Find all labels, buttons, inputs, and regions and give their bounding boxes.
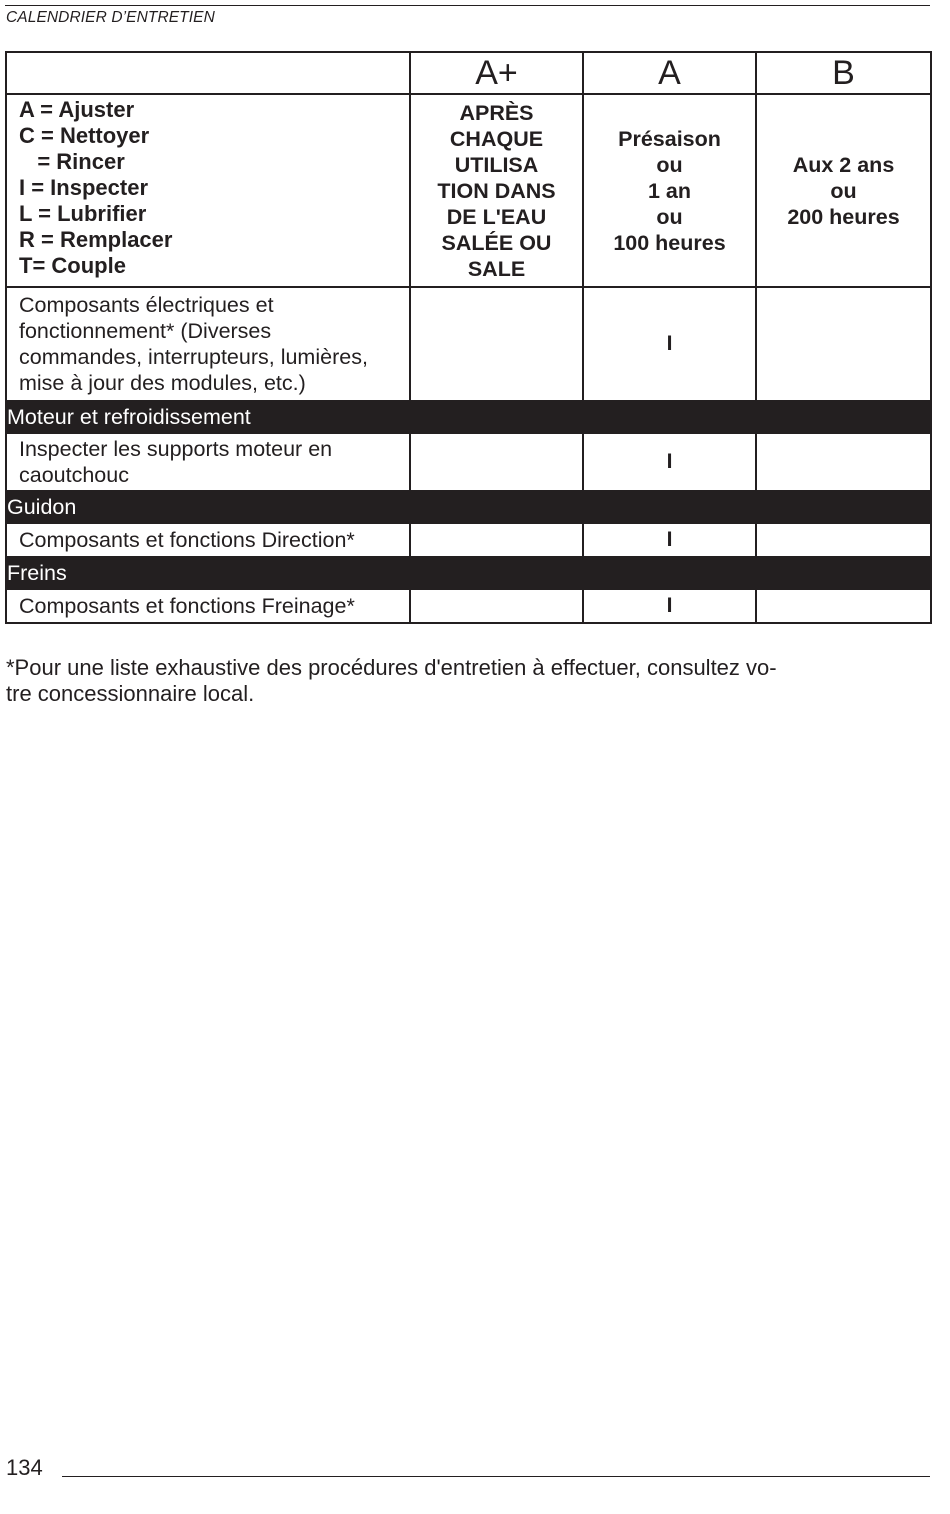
interval-line: 200 heures bbox=[787, 204, 900, 229]
legend-line: I = Inspecter bbox=[19, 175, 149, 200]
mark-a: I bbox=[583, 523, 756, 557]
legend-cell bbox=[6, 94, 410, 287]
interval-line: 1 an bbox=[647, 178, 692, 203]
footer-rule bbox=[62, 1476, 930, 1477]
mark-a: I bbox=[583, 589, 756, 623]
mark-b bbox=[756, 589, 931, 623]
running-header: CALENDRIER D’ENTRETIEN bbox=[6, 9, 215, 26]
mark-a-plus bbox=[410, 523, 583, 557]
item-label bbox=[6, 523, 410, 557]
maintenance-schedule-table bbox=[5, 51, 932, 624]
table-row bbox=[6, 523, 931, 557]
item-line: mise à jour des modules, etc.) bbox=[19, 371, 306, 395]
interval-line: ou bbox=[656, 204, 683, 229]
item-line: commandes, interrupteurs, lumières, bbox=[19, 345, 368, 369]
footnote-line: *Pour une liste exhaustive des procédures d'entretien à effectuer, consultez vo- bbox=[6, 655, 777, 680]
column-header-row bbox=[6, 52, 931, 94]
mark-b bbox=[756, 433, 931, 491]
legend-line: T= Couple bbox=[19, 253, 126, 278]
mark-a: I bbox=[583, 433, 756, 491]
interval-line: TION DANS bbox=[437, 178, 556, 203]
interval-a bbox=[583, 94, 756, 287]
item-label bbox=[6, 589, 410, 623]
legend-line: A = Ajuster bbox=[19, 97, 135, 122]
column-header-a-plus: A+ bbox=[410, 52, 583, 94]
legend-line: C = Nettoyer bbox=[19, 123, 150, 148]
interval-line: SALÉE OU bbox=[441, 230, 552, 255]
section-label: Freins bbox=[6, 557, 931, 589]
mark-b bbox=[756, 523, 931, 557]
mark-a-plus bbox=[410, 287, 583, 401]
interval-line: UTILISA bbox=[454, 152, 539, 177]
item-line: Composants électriques et bbox=[19, 293, 274, 317]
table-row bbox=[6, 287, 931, 401]
section-row bbox=[6, 401, 931, 433]
section-row bbox=[6, 557, 931, 589]
interval-line: APRÈS bbox=[459, 100, 534, 125]
legend-line: R = Remplacer bbox=[19, 227, 173, 252]
legend-line: L = Lubrifier bbox=[19, 201, 147, 226]
item-label bbox=[6, 433, 410, 491]
legend-row bbox=[6, 94, 931, 287]
interval-line: CHAQUE bbox=[449, 126, 544, 151]
item-line: Composants et fonctions Direction* bbox=[19, 528, 355, 552]
item-line: caoutchouc bbox=[19, 463, 129, 487]
interval-line: SALE bbox=[467, 256, 526, 281]
interval-line: Présaison bbox=[618, 126, 721, 151]
mark-a-plus bbox=[410, 589, 583, 623]
page-number: 134 bbox=[6, 1455, 43, 1480]
section-row bbox=[6, 491, 931, 523]
table-row bbox=[6, 589, 931, 623]
interval-line: 100 heures bbox=[613, 230, 726, 255]
item-line: Inspecter les supports moteur en bbox=[19, 437, 333, 461]
footnote-line: tre concessionnaire local. bbox=[6, 681, 255, 706]
footnote bbox=[6, 655, 930, 707]
interval-line: DE L'EAU bbox=[446, 204, 547, 229]
item-label bbox=[6, 287, 410, 401]
section-label: Guidon bbox=[6, 491, 931, 523]
interval-a-plus bbox=[410, 94, 583, 287]
column-header-blank bbox=[6, 52, 410, 94]
interval-line: Aux 2 ans bbox=[792, 152, 895, 177]
interval-b bbox=[756, 94, 931, 287]
item-line: Composants et fonctions Freinage* bbox=[19, 594, 355, 618]
interval-line: ou bbox=[656, 152, 683, 177]
header-rule bbox=[5, 5, 930, 6]
column-header-a: A bbox=[583, 52, 756, 94]
legend-line: = Rincer bbox=[19, 149, 125, 174]
section-label: Moteur et refroidissement bbox=[6, 401, 931, 433]
item-line: fonctionnement* (Diverses bbox=[19, 319, 272, 343]
mark-a: I bbox=[583, 287, 756, 401]
mark-a-plus bbox=[410, 433, 583, 491]
column-header-b: B bbox=[756, 52, 931, 94]
table-row bbox=[6, 433, 931, 491]
mark-b bbox=[756, 287, 931, 401]
interval-line: ou bbox=[830, 178, 857, 203]
